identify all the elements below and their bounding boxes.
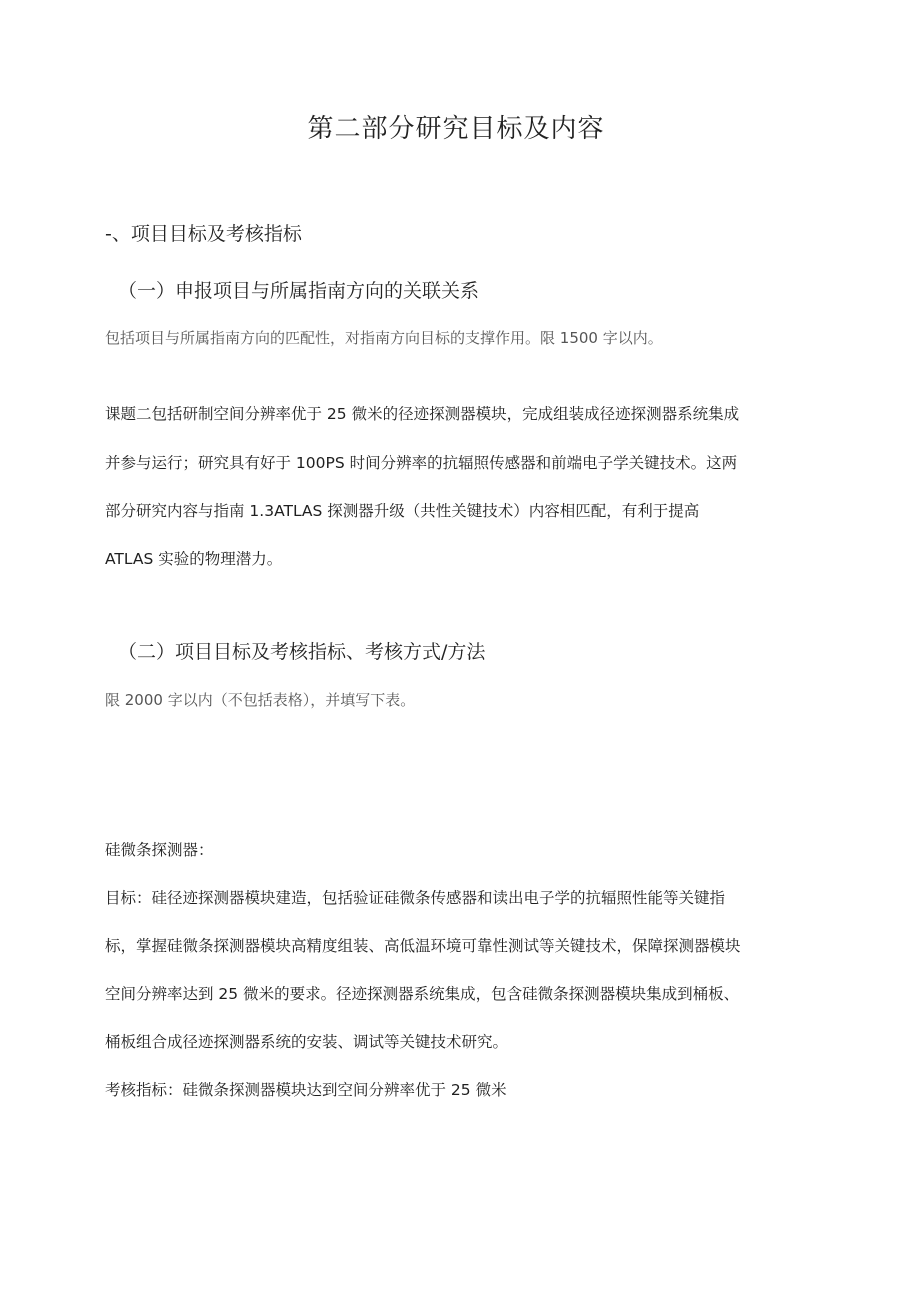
goal-line: 标，掌握硅微条探测器模块高精度组装、高低温环境可靠性测试等关键技术，保障探测器模块 bbox=[105, 937, 741, 955]
goal-line: 桶板组合成径迹探测器系统的安装、调试等关键技术研究。 bbox=[105, 1033, 509, 1051]
subsection-heading-goals-assessment: （二）项目目标及考核指标、考核方式/方法 bbox=[118, 641, 486, 663]
goal-line: 空间分辨率达到 25 微米的要求。径迹探测器系统集成，包含硅微条探测器模块集成到桶板、 bbox=[105, 985, 740, 1003]
assessment-indicator: 考核指标：硅微条探测器模块达到空间分辨率优于 25 微米 bbox=[105, 1081, 507, 1099]
section-heading-project-goals: -、项目目标及考核指标 bbox=[105, 223, 302, 245]
body-line: ATLAS 实验的物理潜力。 bbox=[105, 550, 283, 568]
subsection-note-word-limit-2000: 限 2000 字以内（不包括表格），并填写下表。 bbox=[105, 691, 416, 709]
goal-line: 目标：硅径迹探测器模块建造，包括验证硅微条传感器和读出电子学的抗辐照性能等关键指 bbox=[105, 889, 726, 907]
subsection-note-word-limit-1500: 包括项目与所属指南方向的匹配性，对指南方向目标的支撑作用。限 1500 字以内。 bbox=[105, 329, 663, 347]
body-line: 课题二包括研制空间分辨率优于 25 微米的径迹探测器模块，完成组装成径迹探测器系统集成 bbox=[105, 405, 740, 423]
subsection-heading-guideline-relation: （一）申报项目与所属指南方向的关联关系 bbox=[118, 280, 480, 302]
page-title: 第二部分研究目标及内容 bbox=[307, 114, 605, 144]
body-line: 部分研究内容与指南 1.3ATLAS 探测器升级（共性关键技术）内容相匹配，有利于提高 bbox=[105, 502, 700, 520]
body-line: 并参与运行；研究具有好于 100PS 时间分辨率的抗辐照传感器和前端电子学关键技术。这两 bbox=[105, 454, 738, 472]
detector-label: 硅微条探测器： bbox=[105, 841, 214, 859]
